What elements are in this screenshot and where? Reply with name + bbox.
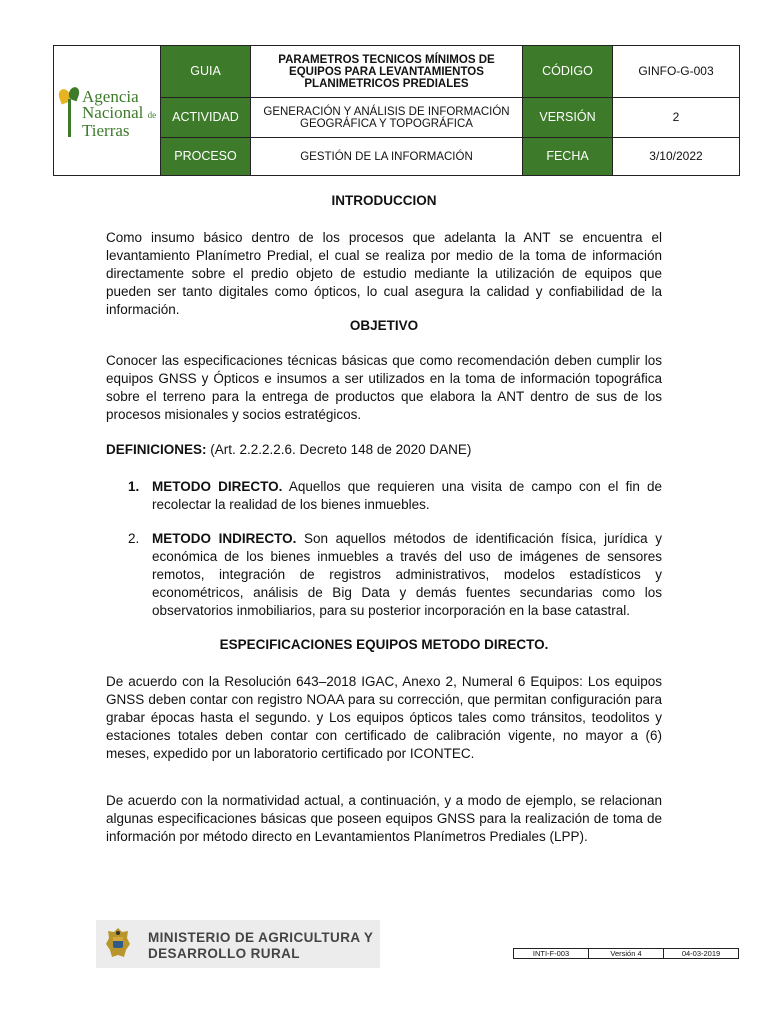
header-label-guia: GUIA: [161, 46, 251, 98]
header-label-proceso: PROCESO: [161, 138, 251, 176]
agency-logo: [54, 46, 161, 176]
form-control-table: [513, 948, 739, 959]
list-item-number: 2.: [128, 531, 140, 546]
document-header-table: [53, 45, 740, 176]
list-item-number: 1.: [128, 479, 140, 494]
form-code: INTI-F-003: [514, 949, 589, 959]
header-meta-value-fecha: 3/10/2022: [613, 138, 740, 176]
definiciones-paragraph: [106, 441, 662, 459]
especificaciones-title: ESPECIFICACIONES EQUIPOS METODO DIRECTO.: [219, 637, 549, 652]
list-item-text: Aquellos que requieren una visita de campo con el fin de recolectar la realidad de los bienes inmuebles.: [152, 479, 663, 512]
header-desc-guia: PARAMETROS TECNICOS MÍNIMOS DE EQUIPOS PARA LEVANTAMIENTOS PLANIMETRICOS PREDIALES: [251, 46, 523, 98]
logo-stem-icon: [68, 99, 71, 137]
header-meta-label-codigo: CÓDIGO: [523, 46, 613, 98]
form-version: Versión 4: [589, 949, 664, 959]
ministerio-line-1: MINISTERIO DE AGRICULTURA Y: [148, 930, 374, 945]
especificaciones-paragraph-2: De acuerdo con la normatividad actual, a continuación, y a modo de ejemplo, se relacionan algunas especificaciones básicas que poseen equipos GNSS para la realización de toma de información por método directo en Levantamientos Planímetros Prediales (LPP).: [106, 793, 662, 844]
list-item-term: METODO DIRECTO.: [152, 479, 283, 494]
form-date: 04-03-2019: [664, 949, 739, 959]
definiciones-reference: (Art. 2.2.2.2.6. Decreto 148 de 2020 DANE): [206, 442, 472, 457]
header-label-actividad: ACTIVIDAD: [161, 98, 251, 138]
header-meta-value-codigo: GINFO-G-003: [613, 46, 740, 98]
intro-paragraph: Como insumo básico dentro de los procesos que adelanta la ANT se encuentra el levantamiento Planímetro Predial, el cual se realiza por medio de la toma de información directamente sobre el predio objeto de estudio mediante la utilización de equipos que pueden ser tanto digitales como ópticos, lo cual asegura la calidad y confiabilidad de la información.: [106, 230, 662, 317]
header-meta-label-fecha: FECHA: [523, 138, 613, 176]
ministerio-line-2: DESARROLLO RURAL: [148, 946, 300, 961]
header-meta-value-version: 2: [613, 98, 740, 138]
objetivo-paragraph: Conocer las especificaciones técnicas básicas que como recomendación deben cumplir los equipos GNSS y Ópticos e insumos a ser utilizados en la toma de información topográfica sobre el terreno para la entrega de productos que elabora la ANT dentro de sus de los procesos misionales y socios estratégicos.: [106, 353, 662, 422]
header-desc-proceso: GESTIÓN DE LA INFORMACIÓN: [251, 138, 523, 176]
list-item-text: Son aquellos métodos de identificación física, jurídica y económica de los bienes inmuebles a través del uso de imágenes de sensores remotos, integración de registros administrativos, modelos estadísticos y econométricos, análisis de Big Data y demás fuentes secundarias como los observatorios inmobiliarios, para su posterior incorporación en la base catastral.: [152, 531, 663, 618]
especificaciones-paragraph-1: De acuerdo con la Resolución 643–2018 IGAC, Anexo 2, Numeral 6 Equipos: Los equipos GNSS deben contar con registro NOAA para su corrección, que permitan configuración para grabar épocas hasta el segundo. y Los equipos ópticos tales como tránsitos, teodolitos y estaciones totales deben contar con certificado de calibración vigente, no mayor a (6) meses, expedido por un laboratorio certificado por ICONTEC.: [106, 674, 662, 761]
logo-text: Agencia Nacional de Tierras: [82, 86, 157, 140]
coat-of-arms-icon: [104, 926, 132, 960]
list-item-term: METODO INDIRECTO.: [152, 531, 297, 546]
header-desc-actividad: GENERACIÓN Y ANÁLISIS DE INFORMACIÓN GEOGRÁFICA Y TOPOGRÁFICA: [251, 98, 523, 138]
definiciones-label: DEFINICIONES:: [106, 442, 207, 457]
header-meta-label-version: VERSIÓN: [523, 98, 613, 138]
objetivo-title: OBJETIVO: [349, 318, 419, 333]
intro-title: INTRODUCCION: [331, 193, 437, 208]
ministerio-logo: [96, 920, 380, 968]
